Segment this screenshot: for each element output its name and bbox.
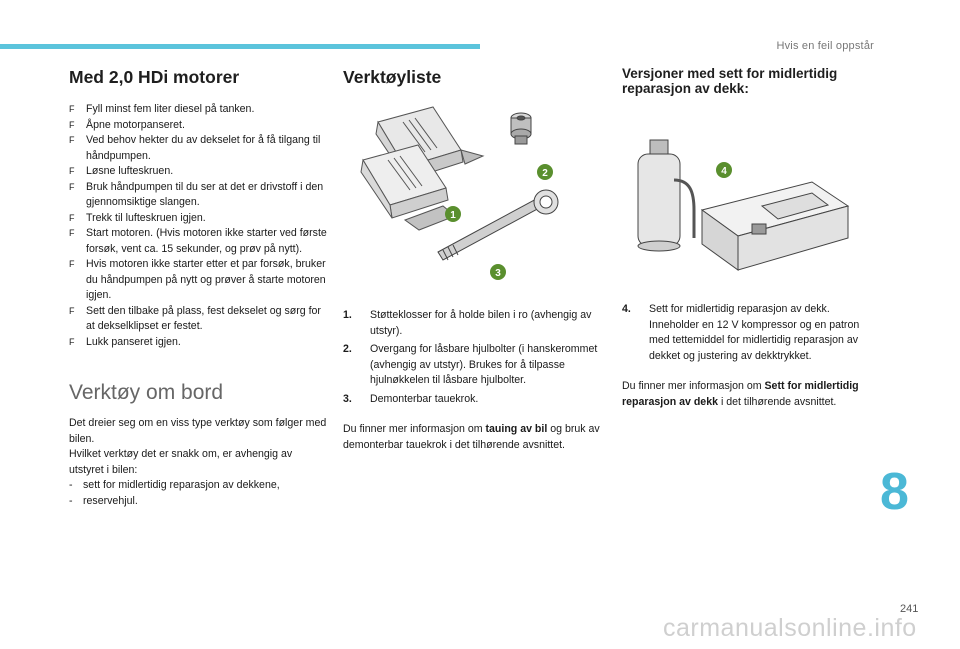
towing-info-paragraph: Du finner mer informasjon om tauing av bil og bruk av demonterbar tauekrok i det tilhørende avsnittet. xyxy=(343,423,600,451)
priming-steps-list xyxy=(69,102,327,350)
checkbox-bullet-icon: F xyxy=(69,135,75,145)
svg-text:4: 4 xyxy=(721,166,727,177)
list-item: - sett for midlertidig reparasjon av dekkene, xyxy=(69,479,280,491)
column-tool-list xyxy=(343,66,601,453)
header-accent-bar xyxy=(0,44,480,49)
callout-4-icon xyxy=(716,162,732,178)
list-item: F Fyll minst fem liter diesel på tanken. xyxy=(69,102,327,118)
onboard-tools-paragraph-1: Det dreier seg om en viss type verktøy som følger med bilen. xyxy=(69,417,327,445)
list-item: F Start motoren. (Hvis motoren ikke starter ved første forsøk, vent ca. 15 sekunder, og prøv på nytt). xyxy=(69,227,327,255)
svg-text:1: 1 xyxy=(450,210,456,221)
section-title-onboard-tools: Verktøy om bord xyxy=(69,381,224,404)
watermark: carmanualsonline.info xyxy=(663,614,917,642)
list-item: F Løsne lufteskruen. xyxy=(69,164,327,180)
list-item: - reservehjul. xyxy=(69,494,138,507)
checkbox-bullet-icon: F xyxy=(69,228,75,238)
list-item: 3. Demonterbar tauekrok. xyxy=(343,392,479,405)
callout-1-icon xyxy=(445,206,461,222)
list-item: F Lukk panseret igjen. xyxy=(69,335,327,351)
list-item: F Hvis motoren ikke starter etter et par forsøk, bruker du håndpumpen på nytt og prøver å starte motoren igjen. xyxy=(69,258,326,301)
checkbox-bullet-icon: F xyxy=(69,305,75,316)
tools-illustration-svg xyxy=(343,102,601,282)
svg-text:2: 2 xyxy=(542,168,548,179)
list-item: F Trekk til lufteskruen igjen. xyxy=(69,211,327,227)
svg-text:3: 3 xyxy=(495,268,501,279)
repair-kit-info-paragraph: Du finner mer informasjon om Sett for midlertidig reparasjon av dekk i det tilhørende avsnittet. xyxy=(622,380,859,408)
section-name: Hvis en feil oppstår xyxy=(776,40,874,52)
checkbox-bullet-icon: F xyxy=(69,166,75,176)
list-item: F Sett den tilbake på plass, fest dekselet og sørg for at dekselklipset er festet. xyxy=(69,304,321,332)
page-number: 241 xyxy=(900,603,919,615)
section-title-tool-list: Verktøyliste xyxy=(343,67,442,87)
checkbox-bullet-icon: F xyxy=(69,181,75,192)
repair-kit-illustration-svg xyxy=(622,120,862,290)
column-engine-priming xyxy=(69,66,327,509)
repair-kit-illustration xyxy=(622,120,862,290)
tool-illustration xyxy=(343,102,601,282)
list-item: F Bruk håndpumpen til du ser at det er drivstoff i den gjennomsiktige slangen. xyxy=(69,180,324,208)
list-item: 2. Overgang for låsbare hjulbolter (i hanskerommet (avhengig av utstyr). Brukes for å tilpasse hjulnøkkelen til låsbare hjulbolter. xyxy=(343,343,598,386)
onboard-tools-paragraph-2: Hvilket verktøy det er snakk om, er avhengig av utstyret i bilen: xyxy=(69,448,293,476)
checkbox-bullet-icon: F xyxy=(69,336,75,347)
tool-list xyxy=(343,308,601,407)
callout-2-icon xyxy=(537,164,553,180)
checkbox-bullet-icon: F xyxy=(69,259,75,269)
section-title-repair-kit: Versjoner med sett for midlertidig reparasjon av dekk: xyxy=(622,66,838,96)
chapter-number: 8 xyxy=(880,463,909,521)
repair-kit-list xyxy=(622,302,862,364)
list-item: F Ved behov hekter du av dekselet for å få tilgang til håndpumpen. xyxy=(69,134,321,162)
section-title-hdi: Med 2,0 HDi motorer xyxy=(69,67,240,87)
column-repair-kit xyxy=(622,66,862,410)
list-item: 1. Støtteklosser for å holde bilen i ro (avhengig av utstyr). xyxy=(343,309,592,337)
callout-3-icon xyxy=(490,264,506,280)
list-item: 4. Sett for midlertidig reparasjon av dekk. Inneholder en 12 V kompressor og en patron med tettemiddel for midlertidig reparasjon av dekket og justering av dekktrykket. xyxy=(622,303,860,362)
checkbox-bullet-icon: F xyxy=(69,104,75,114)
list-item: F Åpne motorpanseret. xyxy=(69,118,327,134)
checkbox-bullet-icon: F xyxy=(69,212,75,223)
checkbox-bullet-icon: F xyxy=(69,119,75,130)
